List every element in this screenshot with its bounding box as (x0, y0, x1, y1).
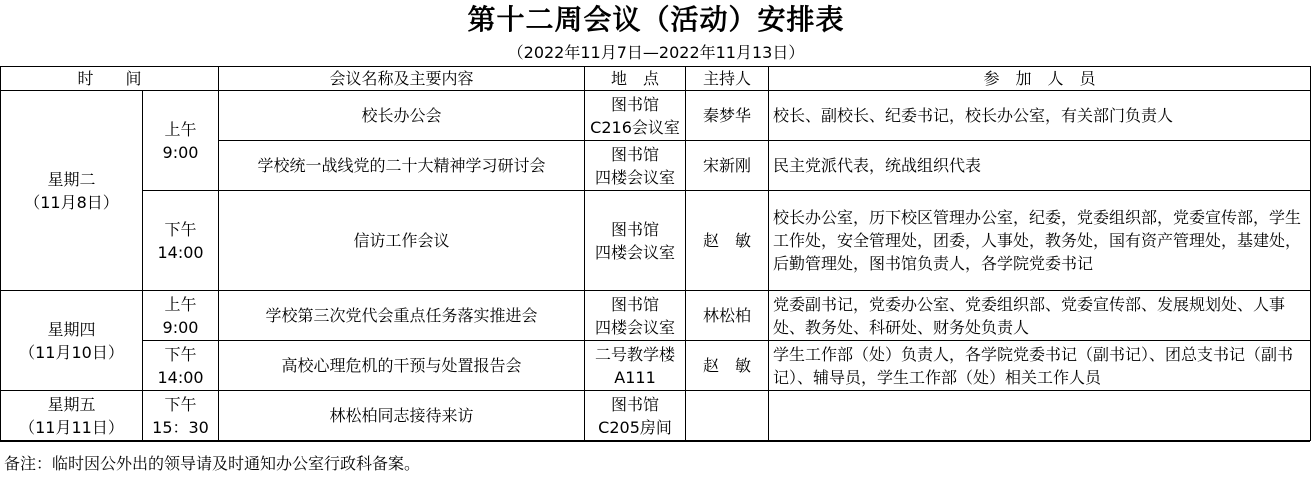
time-value: 9:00 (162, 317, 199, 337)
meeting-name: 林松柏同志接待来访 (219, 391, 585, 441)
meeting-location (585, 291, 686, 341)
meeting-location (585, 141, 686, 191)
meeting-host: 赵 敏 (686, 341, 769, 391)
time-period: 下午 (164, 344, 197, 364)
day-name: 星期二 (47, 169, 96, 189)
day-date: （11月11日） (19, 417, 124, 437)
meeting-location (585, 91, 686, 141)
meeting-name: 学校统一战线党的二十大精神学习研讨会 (219, 141, 585, 191)
time-period: 上午 (164, 294, 197, 314)
meeting-participants: 学生工作部（处）负责人，各学院党委书记（副书记）、团总支书记（副书记）、辅导员，学生工作部（处）相关工作人员 (769, 341, 1311, 391)
page-title: 第十二周会议（活动）安排表 (467, 3, 845, 36)
meeting-name: 校长办公会 (219, 91, 585, 141)
meeting-participants (769, 391, 1311, 441)
meeting-participants: 校长办公室，历下校区管理办公室，纪委，党委组织部，党委宣传部，学生工作处，安全管理处，团委，人事处，教务处，国有资产管理处，基建处，后勤管理处，图书馆负责人，各学院党委书记 (769, 191, 1311, 291)
time-cell (143, 391, 219, 441)
date-range: （2022年11月7日—2022年11月13日） (507, 43, 805, 62)
meeting-location (585, 341, 686, 391)
day-name: 星期五 (47, 394, 96, 414)
meeting-host: 林松柏 (686, 291, 769, 341)
time-period: 下午 (164, 219, 197, 239)
time-cell (143, 91, 219, 191)
day-date: （11月10日） (19, 342, 124, 362)
day-cell (1, 91, 143, 291)
day-cell (1, 391, 143, 441)
time-value: 14:00 (157, 367, 204, 387)
location-line1: 图书馆 (611, 94, 660, 114)
time-cell (143, 291, 219, 341)
meeting-participants: 校长、副校长、纪委书记，校长办公室，有关部门负责人 (769, 91, 1311, 141)
location-line2: 四楼会议室 (595, 242, 676, 262)
location-line2: C216会议室 (590, 117, 680, 137)
location-line1: 图书馆 (611, 394, 660, 414)
table-row (1, 341, 1311, 391)
day-date: （11月8日） (24, 192, 119, 212)
table-row (1, 291, 1311, 341)
location-line2: A111 (614, 367, 656, 387)
meeting-participants: 民主党派代表，统战组织代表 (769, 141, 1311, 191)
location-line2: C205房间 (598, 417, 672, 437)
meeting-name: 信访工作会议 (219, 191, 585, 291)
footnote: 备注：临时因公外出的领导请及时通知办公室行政科备案。 (0, 441, 1310, 485)
table-row (1, 191, 1311, 291)
meeting-host: 宋新刚 (686, 141, 769, 191)
meeting-name: 学校第三次党代会重点任务落实推进会 (219, 291, 585, 341)
header-host: 主持人 (686, 67, 769, 91)
time-cell (143, 341, 219, 391)
time-value: 9:00 (162, 142, 199, 162)
time-cell (143, 191, 219, 291)
day-name: 星期四 (47, 319, 96, 339)
location-line1: 图书馆 (611, 219, 660, 239)
meeting-location (585, 191, 686, 291)
meeting-host: 秦梦华 (686, 91, 769, 141)
table-row (1, 391, 1311, 441)
schedule-table (0, 66, 1311, 441)
location-line1: 图书馆 (611, 294, 660, 314)
location-line2: 四楼会议室 (595, 167, 676, 187)
time-period: 下午 (164, 394, 197, 414)
meeting-name: 高校心理危机的干预与处置报告会 (219, 341, 585, 391)
location-line1: 图书馆 (611, 144, 660, 164)
time-period: 上午 (164, 119, 197, 139)
time-value: 14:00 (157, 242, 204, 262)
location-line1: 二号教学楼 (595, 344, 676, 364)
table-row (1, 91, 1311, 141)
time-value: 15：30 (152, 417, 209, 437)
location-line2: 四楼会议室 (595, 317, 676, 337)
table-header-row (1, 67, 1311, 91)
meeting-host: 赵 敏 (686, 191, 769, 291)
meeting-participants: 党委副书记，党委办公室、党委组织部、党委宣传部、发展规划处、人事处、教务处、科研处、财务处负责人 (769, 291, 1311, 341)
header-participants: 参 加 人 员 (769, 67, 1311, 91)
header-location: 地 点 (585, 67, 686, 91)
header-time: 时 间 (1, 67, 219, 91)
header-content: 会议名称及主要内容 (219, 67, 585, 91)
day-cell (1, 291, 143, 391)
meeting-location (585, 391, 686, 441)
meeting-host (686, 391, 769, 441)
